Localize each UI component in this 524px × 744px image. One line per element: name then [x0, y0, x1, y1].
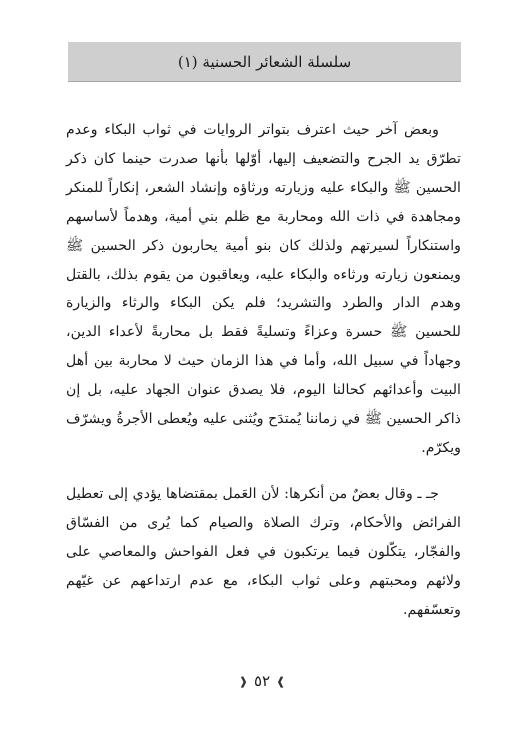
page-body — [66, 116, 461, 624]
series-title: سلسلة الشعائر الحسنية (١) — [177, 52, 352, 71]
ornament-left-icon: ❱ — [276, 674, 286, 688]
ornament-right-icon: ❰ — [238, 674, 248, 688]
page-footer — [0, 672, 524, 690]
body-paragraph: وبعض آخر حيث اعترف بتواتر الروايات في ثواب البكاء وعدم تطرّق يد الجرح والتضعيف إليها، أوّلها بأنها صدرت حينما كان ذكر الحسين ﷺ والبكاء عليه وزيارته ورثاؤه وإنشاد الشعر، إنكاراً للمنكر ومجاهدة في ذات الله ومحاربة مع ظلم بني أمية، وهدماً لأساسهم واستنكاراً لسيرتهم ولذلك كان بنو أمية يحاربون ذكر الحسين ﷺ ويمنعون زيارته ورثاءه والبكاء عليه، ويعاقبون من يقوم بذلك، بالقتل وهدم الدار والطرد والتشريد؛ فلم يكن البكاء والرثاء والزيارة للحسين ﷺ حسرة وعزاءً وتسليةً فقط بل محاربةً لأعداء الدين، وجهاداً في سبيل الله، وأما في هذا الزمان حيث لا محاربة بين أهل البيت وأعدائهم كحالنا اليوم، فلا يصدق عنوان الجهاد عليه، بل إن ذاكر الحسين ﷺ في زماننا يُمتدَح ويُثنى عليه ويُعطى الأجرةُ ويشرّف ويكرّم. — [66, 122, 461, 456]
running-header — [68, 42, 461, 82]
page-number: ٥٢ — [253, 672, 271, 690]
body-paragraph: جـ ـ وقال بعضٌ من أنكرها: لأن العَمل بمقتضاها يؤدي إلى تعطيل الفرائض والأحكام، وترك الصلاة والصيام كما يُرى من الفسّاق والفجّار، يتكّلون فيما يرتكبون في فعل الفواحش والمعاصي على ولائهم ومحبتهم وعلى ثواب البكاء، مع عدم ارتداعهم عن غيّهم وتعسّفهم. — [66, 485, 461, 618]
